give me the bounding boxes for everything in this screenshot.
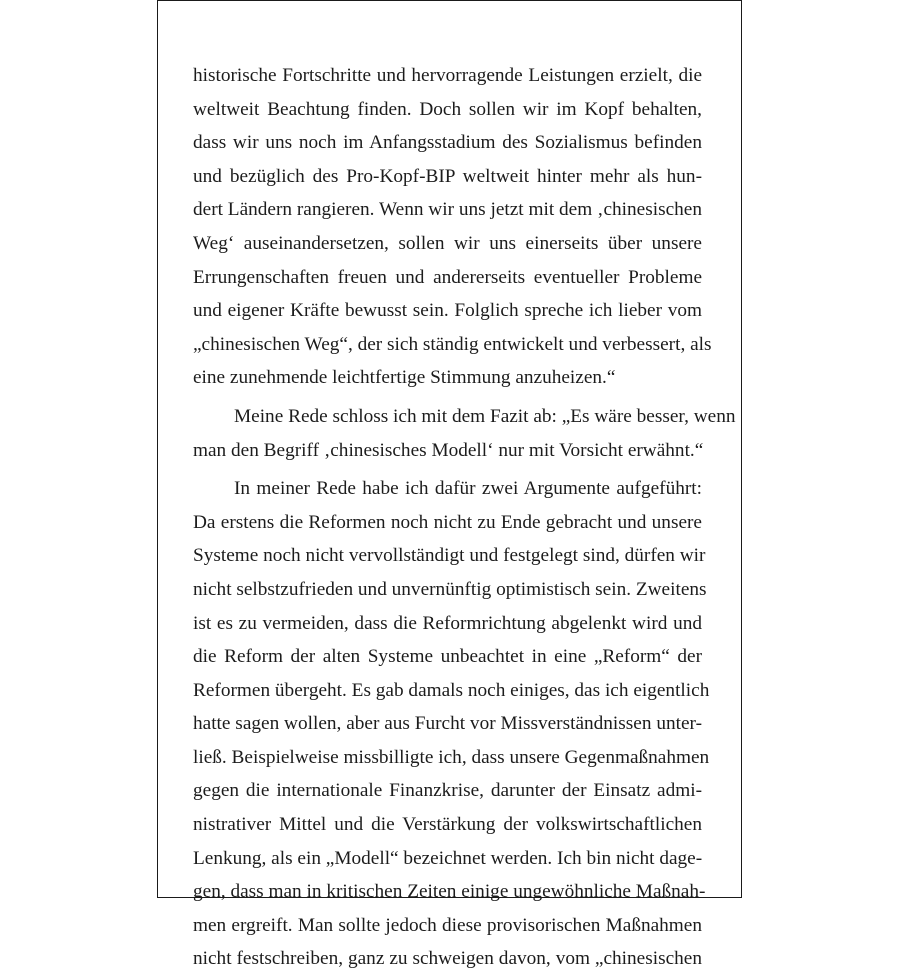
text-line: Reformen übergeht. Es gab damals noch einiges, das ich eigentlich (193, 679, 710, 701)
text-line: Da erstens die Reformen noch nicht zu Ende gebracht und unsere (193, 511, 702, 533)
text-line: und eigener Kräfte bewusst sein. Folglich spreche ich lieber vom (193, 300, 702, 322)
text-line: ist es zu vermeiden, dass die Reformrichtung abgelenkt wird und (193, 612, 702, 634)
text-line: Lenkung, als ein „Modell“ bezeichnet werden. Ich bin nicht dage- (193, 847, 703, 869)
text-line: nicht selbstzufrieden und unvernünftig optimistisch sein. Zweitens (193, 578, 707, 600)
text-line: Meine Rede schloss ich mit dem Fazit ab: „Es wäre besser, wenn (234, 405, 736, 427)
book-page (157, 0, 742, 970)
text-line: gegen die internationale Finanzkrise, darunter der Einsatz admi- (193, 780, 702, 802)
text-line: gen, dass man in kritischen Zeiten einige ungewöhnliche Maßnah- (193, 881, 706, 903)
text-line: nicht festschreiben, ganz zu schweigen davon, vom „chinesischen (193, 948, 702, 970)
text-line: eine zunehmende leichtfertige Stimmung anzuheizen.“ (193, 367, 616, 389)
text-line: und bezüglich des Pro-Kopf-BIP weltweit hinter mehr als hun- (193, 165, 702, 187)
text-line: hatte sagen wollen, aber aus Furcht vor Missverständnissen unter- (193, 713, 702, 735)
text-line: weltweit Beachtung finden. Doch sollen wir im Kopf behalten, (193, 98, 702, 120)
text-line: „chinesischen Weg“, der sich ständig entwickelt und verbessert, als (193, 333, 712, 355)
paragraph (193, 472, 710, 976)
text-line: ließ. Beispielweise missbilligte ich, dass unsere Gegenmaßnahmen (193, 746, 710, 768)
text-line: historische Fortschritte und hervorragende Leistungen erzielt, die (193, 65, 702, 86)
text-line: dass wir uns noch im Anfangsstadium des Sozialismus befinden (193, 132, 702, 154)
paragraph (193, 400, 736, 467)
paragraph (193, 59, 712, 395)
page-text (193, 59, 736, 976)
text-line: Systeme noch nicht vervollständigt und festgelegt sind, dürfen wir (193, 545, 706, 567)
text-line: men ergreift. Man sollte jedoch diese provisorischen Maßnahmen (193, 914, 702, 936)
text-line: die Reform der alten Systeme unbeachtet in eine „Reform“ der (193, 646, 702, 668)
text-line: dert Ländern rangieren. Wenn wir uns jetzt mit dem ‚chinesischen (193, 199, 702, 221)
text-line: man den Begriff ‚chinesisches Modell‘ nur mit Vorsicht erwähnt.“ (193, 439, 704, 461)
text-line: Errungenschaften freuen und andererseits eventueller Probleme (193, 266, 702, 288)
text-line: nistrativer Mittel und die Verstärkung der volkswirtschaftlichen (193, 814, 702, 836)
text-line: Weg‘ auseinandersetzen, sollen wir uns einerseits über unsere (193, 232, 702, 254)
text-line: In meiner Rede habe ich dafür zwei Argumente aufgeführt: (234, 478, 702, 500)
